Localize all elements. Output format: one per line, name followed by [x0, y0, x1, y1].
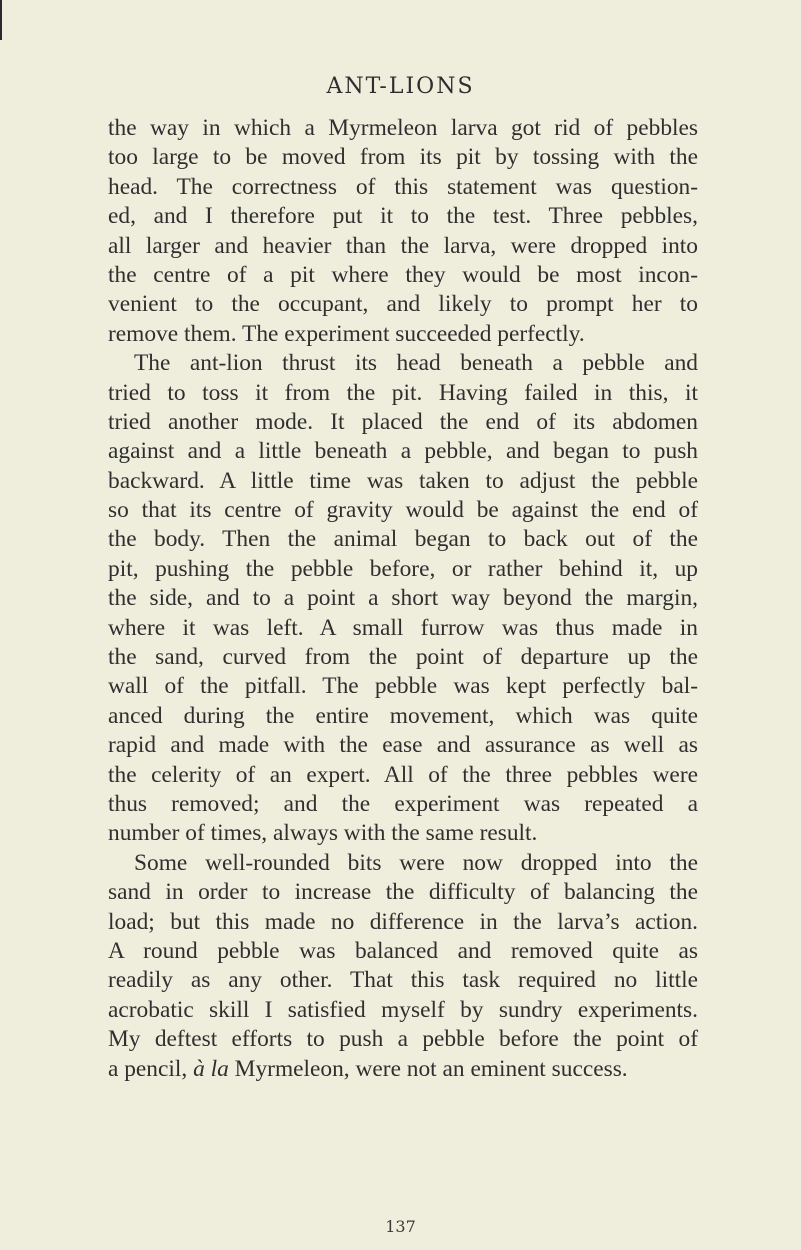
text-line: remove them. The experiment succeeded perfectly.	[108, 320, 585, 347]
text-line: tried another mode. It placed the end of its abdomen	[108, 408, 698, 435]
text-line: acrobatic skill I satisfied myself by sundry experiments.	[108, 996, 698, 1023]
text-line: all larger and heavier than the larva, were dropped into	[108, 232, 698, 259]
text-line: the body. Then the animal began to back out of the	[108, 526, 698, 553]
text-line: tried to toss it from the pit. Having failed in this, it	[108, 379, 698, 406]
text-line: backward. A little time was taken to adjust the pebble	[108, 467, 698, 494]
text-line: venient to the occupant, and likely to prompt her to	[108, 291, 698, 318]
text-line: anced during the entire movement, which was quite	[108, 702, 698, 729]
text-line: readily as any other. That this task required no little	[108, 967, 698, 994]
page-edge-mark	[0, 0, 2, 40]
text-line: head. The correctness of this statement was question-	[108, 173, 698, 200]
body-text	[108, 114, 698, 1084]
text-line: ed, and I therefore put it to the test. Three pebbles,	[108, 203, 698, 230]
page-number: 137	[385, 1217, 416, 1236]
running-head: ANT-LIONS	[326, 74, 475, 99]
text-line: too large to be moved from its pit by tossing with the	[108, 144, 698, 171]
text-line: against and a little beneath a pebble, and began to push	[108, 438, 698, 465]
text-line: pit, pushing the pebble before, or rather behind it, up	[108, 555, 698, 582]
text-line: A round pebble was balanced and removed quite as	[108, 937, 698, 964]
text-line: wall of the pitfall. The pebble was kept perfectly bal-	[108, 673, 698, 700]
text-line: Some well-rounded bits were now dropped into the	[134, 849, 698, 876]
text-line: the celerity of an expert. All of the three pebbles were	[108, 761, 698, 788]
text-line: thus removed; and the experiment was repeated a	[108, 790, 698, 817]
text-line: load; but this made no difference in the larva’s action.	[108, 908, 698, 935]
text-line: where it was left. A small furrow was thus made in	[108, 614, 698, 641]
text-line: so that its centre of gravity would be against the end of	[108, 497, 698, 524]
text-line: the centre of a pit where they would be most incon-	[108, 261, 698, 288]
text-line: the side, and to a point a short way beyond the margin,	[108, 585, 698, 612]
text-line: sand in order to increase the difficulty of balancing the	[108, 879, 698, 906]
text-line: The ant-lion thrust its head beneath a pebble and	[134, 350, 698, 377]
text-line: the way in which a Myrmeleon larva got rid of pebbles	[108, 115, 698, 141]
text-line: the sand, curved from the point of departure up the	[108, 644, 698, 671]
text-line: a pencil, à la Myrmeleon, were not an eminent success.	[108, 1055, 628, 1082]
text-line: rapid and made with the ease and assurance as well as	[108, 732, 698, 759]
text-line: My deftest efforts to push a pebble before the point of	[108, 1026, 698, 1053]
text-line: number of times, always with the same result.	[108, 820, 538, 847]
